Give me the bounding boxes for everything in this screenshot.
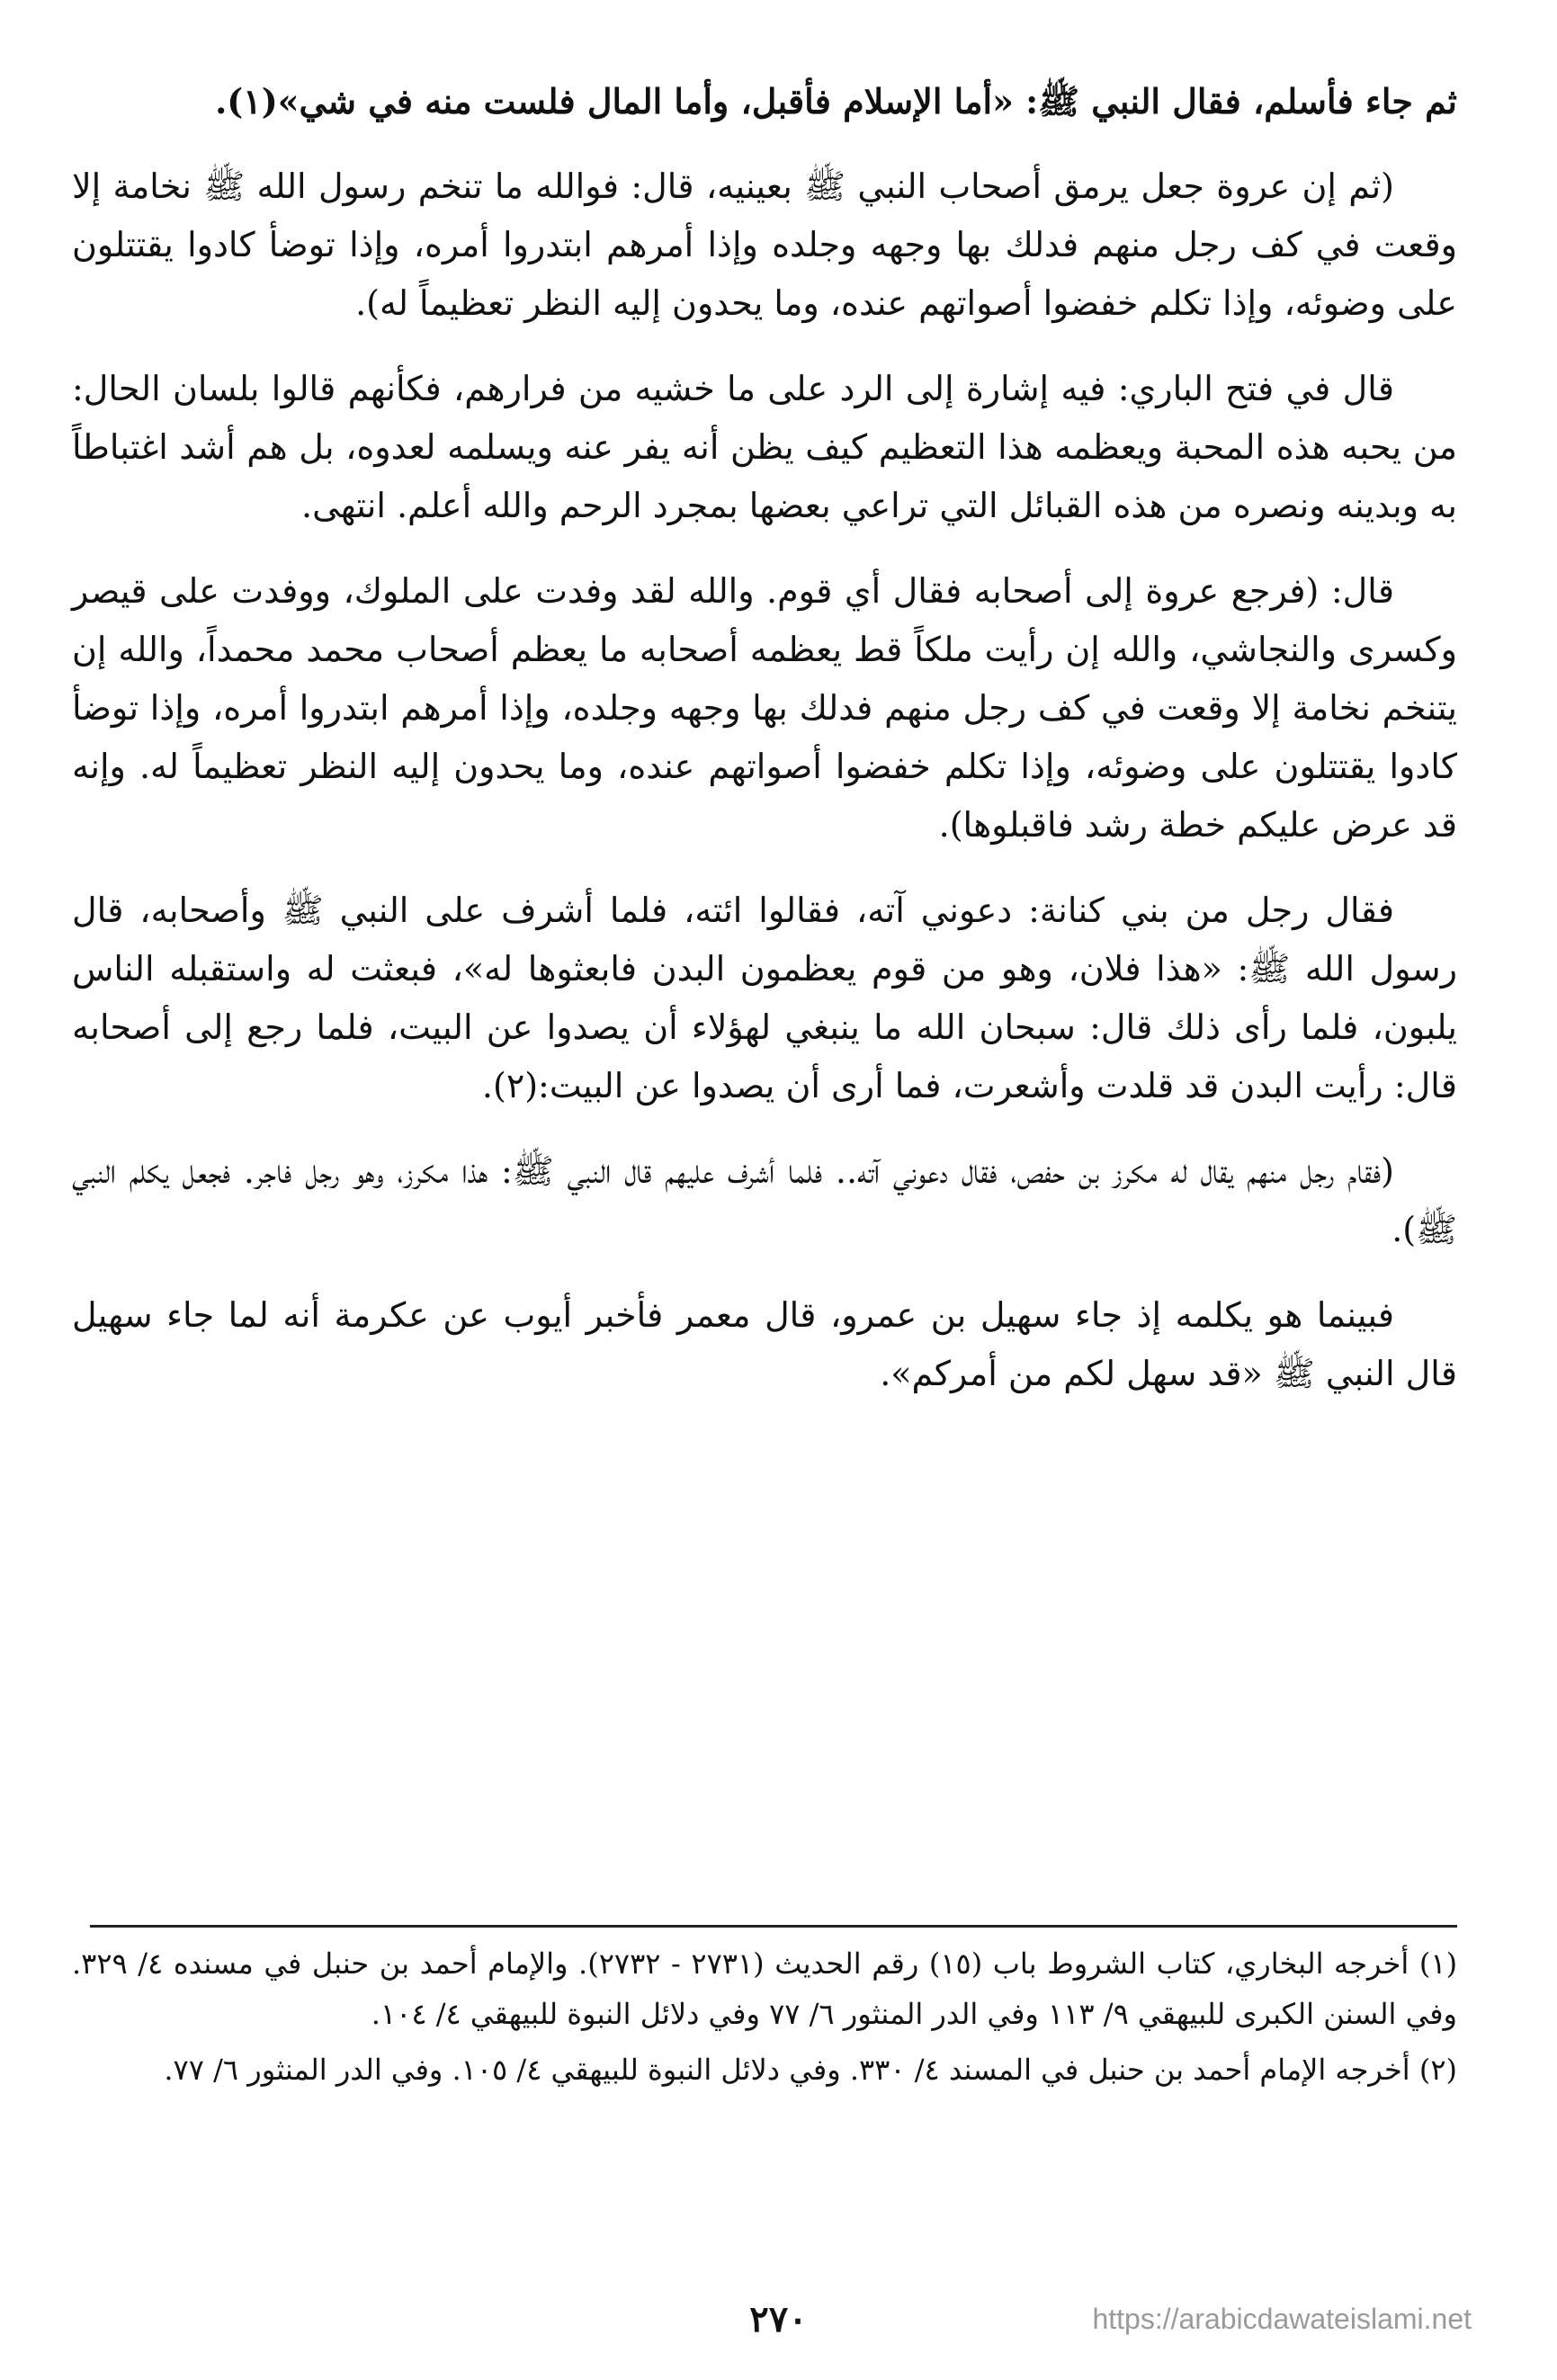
paragraph-2: (ثم إن عروة جعل يرمق أصحاب النبي ﷺ بعينيه، قال: فوالله ما تنخم رسول الله ﷺ نخامة إلا وقعت في كف رجل منهم فدلك بها وجهه وجلده وإذا أمرهم ابتدروا أمره، وإذا توضأ كادوا يقتتلون على وضوئه، وإذا تكلم خفضوا أصواتهم عنده، وما يحدون إليه النظر تعظيماً له). bbox=[72, 166, 1457, 323]
paragraph-6: (فقام رجل منهم يقال له مكرز بن حفص، فقال دعوني آته.. فلما أشرف عليهم قال النبي ﷺ: هذا مكرز، وهو رجل فاجر. فجعل يكلم النبي ﷺ). bbox=[72, 1151, 1457, 1249]
footnote-divider bbox=[90, 1925, 1457, 1928]
page-body bbox=[72, 72, 1457, 1430]
footnotes bbox=[72, 1938, 1457, 2100]
paragraph-7: فبينما هو يكلمه إذ جاء سهيل بن عمرو، قال معمر فأخبر أيوب عن عكرمة أنه لما جاء سهيل قال النبي ﷺ «قد سهل لكم من أمركم». bbox=[72, 1295, 1457, 1393]
footnote-1: (١) أخرجه البخاري، كتاب الشروط باب (١٥) رقم الحديث (٢٧٣١ - ٢٧٣٢). والإمام أحمد بن حنبل في مسنده ٤/ ٣٢٩. وفي السنن الكبرى للبيهقي ٩/ ١١٣ وفي الدر المنثور ٦/ ٧٧ وفي دلائل النبوة للبيهقي ٤/ ١٠٤. bbox=[72, 1946, 1458, 2031]
page-number: ٢٧٠ bbox=[749, 2298, 808, 2340]
paragraph-4: قال: (فرجع عروة إلى أصحابه فقال أي قوم. والله لقد وفدت على الملوك، ووفدت على قيصر وكسرى والنجاشي، والله إن رأيت ملكاً قط يعظمه أصحابه ما يعظم أصحاب محمد محمداً، والله إن يتنخم نخامة إلا وقعت في كف رجل منهم فدلك بها وجهه وجلده، وإذا أمرهم ابتدروا أمره، وإذا توضأ كادوا يقتتلون على وضوئه، وإذا تكلم خفضوا أصواتهم عنده، وما يحدون إليه النظر تعظيماً له. وإنه قد عرض عليكم خطة رشد فاقبلوها). bbox=[72, 571, 1457, 845]
paragraph-3: قال في فتح الباري: فيه إشارة إلى الرد على ما خشيه من فرارهم، فكأنهم قالوا بلسان الحال: من يحبه هذه المحبة ويعظمه هذا التعظيم كيف يظن أنه يفر عنه ويسلمه لعدوه، بل هم أشد اغتباطاً به وبدينه ونصره من هذه القبائل التي تراعي بعضها بمجرد الرحم والله أعلم. انتهى. bbox=[72, 369, 1457, 525]
watermark-url: https://arabicdawateislami.net bbox=[1092, 2303, 1472, 2335]
footnote-2: (٢) أخرجه الإمام أحمد بن حنبل في المسند ٤/ ٣٣٠. وفي دلائل النبوة للبيهقي ٤/ ١٠٥. وفي الدر المنثور ٦/ ٧٧. bbox=[164, 2053, 1457, 2087]
paragraph-1: ثم جاء فأسلم، فقال النبي ﷺ: «أما الإسلام فأقبل، وأما المال فلست منه في شي»(١). bbox=[215, 81, 1457, 121]
paragraph-5: فقال رجل من بني كنانة: دعوني آته، فقالوا ائته، فلما أشرف على النبي ﷺ وأصحابه، قال رسول الله ﷺ: «هذا فلان، وهو من قوم يعظمون البدن فابعثوها له»، فبعثت له واستقبله الناس يلبون، فلما رأى ذلك قال: سبحان الله ما ينبغي لهؤلاء أن يصدوا عن البيت، فلما رجع إلى أصحابه قال: رأيت البدن قد قلدت وأشعرت، فما أرى أن يصدوا عن البيت:(٢). bbox=[72, 890, 1457, 1105]
